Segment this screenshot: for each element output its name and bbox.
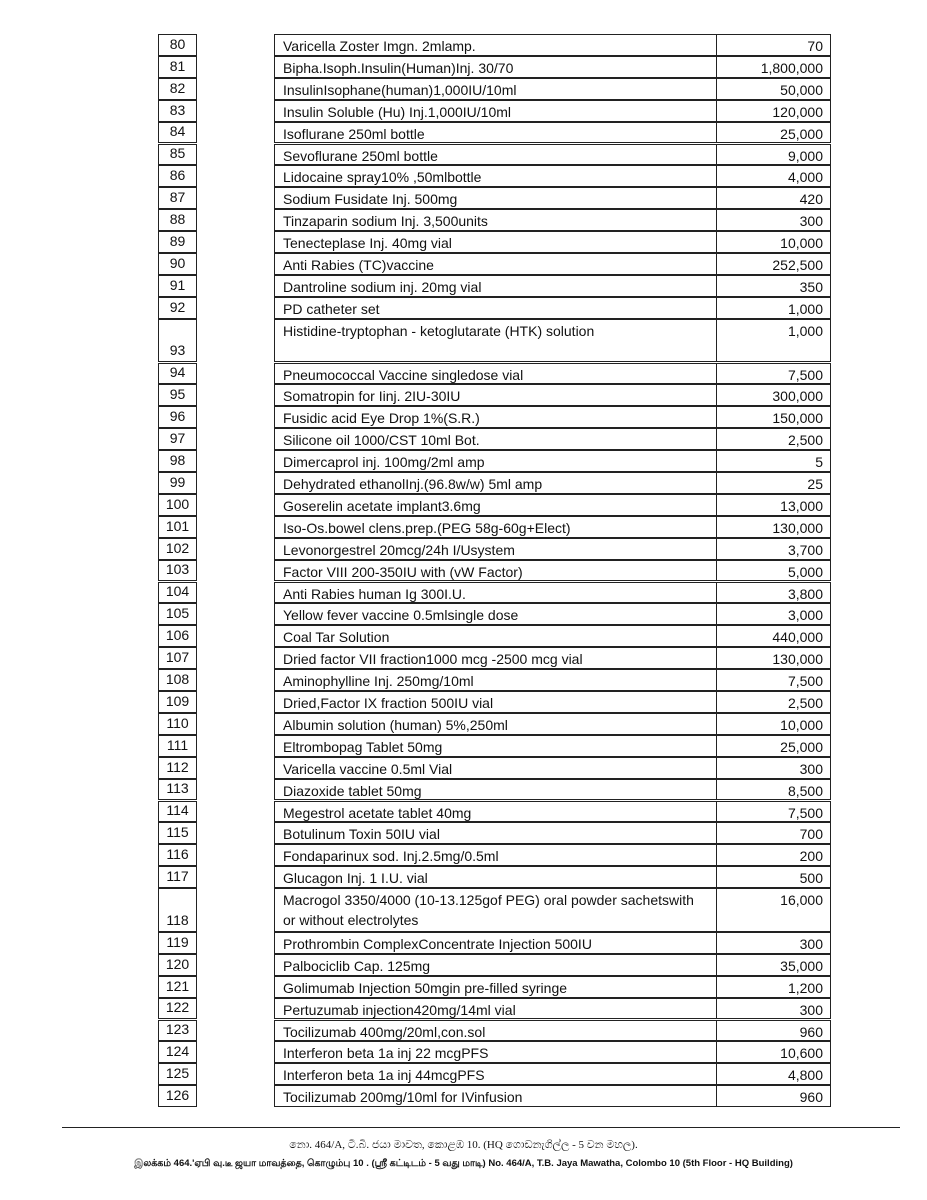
row-number: 90: [158, 253, 197, 275]
row-number: 81: [158, 56, 197, 78]
table-row: [0, 1041, 927, 1063]
item-quantity: 1,000: [716, 319, 831, 363]
item-description: Palbociclib Cap. 125mg: [274, 954, 717, 976]
item-description: Varicella vaccine 0.5ml Vial: [274, 757, 717, 779]
item-description: Fusidic acid Eye Drop 1%(S.R.): [274, 406, 717, 428]
item-description: Diazoxide tablet 50mg: [274, 779, 717, 801]
row-number: 111: [158, 735, 197, 757]
item-description: Dantroline sodium inj. 20mg vial: [274, 275, 717, 297]
item-quantity: 7,500: [716, 669, 831, 691]
row-number: 122: [158, 998, 197, 1020]
footer-divider: [62, 1127, 900, 1128]
table-row: [0, 1020, 927, 1042]
table-row: [0, 603, 927, 625]
table-row: [0, 122, 927, 144]
item-description: Tocilizumab 400mg/20ml,con.sol: [274, 1020, 717, 1042]
item-description: Anti Rabies (TC)vaccine: [274, 253, 717, 275]
item-quantity: 300: [716, 209, 831, 231]
table-row: [0, 450, 927, 472]
item-quantity: 4,000: [716, 165, 831, 187]
table-row: [0, 866, 927, 888]
item-quantity: 9,000: [716, 144, 831, 166]
item-description: Aminophylline Inj. 250mg/10ml: [274, 669, 717, 691]
row-number: 83: [158, 100, 197, 122]
item-description: Coal Tar Solution: [274, 625, 717, 647]
table-row: [0, 757, 927, 779]
table-row: [0, 1085, 927, 1107]
item-quantity: 4,800: [716, 1063, 831, 1085]
item-quantity: 3,700: [716, 538, 831, 560]
table-row: [0, 472, 927, 494]
item-quantity: 350: [716, 275, 831, 297]
item-quantity: 120,000: [716, 100, 831, 122]
item-quantity: 7,500: [716, 801, 831, 823]
footer-address-sinhala: නො. 464/A, ටී.බී. ජයා මාවත, කොළඹ 10. (HQ ගොඩනැගිල්ල - 5 වන මහල).: [289, 1139, 638, 1151]
item-description: Dried factor VII fraction1000 mcg -2500 mcg vial: [274, 647, 717, 669]
item-quantity: 10,000: [716, 231, 831, 253]
row-number: 82: [158, 78, 197, 100]
item-description: Varicella Zoster Imgn. 2mlamp.: [274, 34, 717, 56]
item-quantity: 300,000: [716, 384, 831, 406]
row-number: 88: [158, 209, 197, 231]
item-description: PD catheter set: [274, 297, 717, 319]
item-quantity: 10,000: [716, 713, 831, 735]
row-number: 97: [158, 428, 197, 450]
item-quantity: 440,000: [716, 625, 831, 647]
row-number: 115: [158, 822, 197, 844]
table-row: [0, 209, 927, 231]
table-row: [0, 801, 927, 823]
table-row: [0, 954, 927, 976]
table-row: [0, 165, 927, 187]
item-description: Dimercaprol inj. 100mg/2ml amp: [274, 450, 717, 472]
row-number: 80: [158, 34, 197, 56]
footer-address-tamil-english: இலக்கம் 464.'ஏபி வு.டீ ஜயா மாவத்தை, கொழும்பு 10 . (ஸ்ரீ கட்டிடம் - 5 வது மாடி) No. 464/A, T.B. Jaya Mawatha, Colombo 10 (5th Floor - HQ Building): [134, 1158, 793, 1169]
item-description: Iso-Os.bowel clens.prep.(PEG 58g-60g+Elect): [274, 516, 717, 538]
item-description: Histidine-tryptophan - ketoglutarate (HTK) solution: [274, 319, 717, 363]
table-row: [0, 78, 927, 100]
table-row: [0, 516, 927, 538]
row-number: 107: [158, 647, 197, 669]
item-quantity: 500: [716, 866, 831, 888]
item-quantity: 8,500: [716, 779, 831, 801]
table-row: [0, 691, 927, 713]
item-quantity: 300: [716, 932, 831, 954]
row-number: 120: [158, 954, 197, 976]
item-quantity: 960: [716, 1020, 831, 1042]
item-quantity: 150,000: [716, 406, 831, 428]
row-number: 95: [158, 384, 197, 406]
table-row: [0, 1063, 927, 1085]
row-number: 108: [158, 669, 197, 691]
table-row: [0, 275, 927, 297]
table-row: [0, 297, 927, 319]
table-row: [0, 647, 927, 669]
item-quantity: 960: [716, 1085, 831, 1107]
item-quantity: 130,000: [716, 647, 831, 669]
item-quantity: 2,500: [716, 428, 831, 450]
table-row: [0, 582, 927, 604]
table-row: [0, 384, 927, 406]
row-number: 89: [158, 231, 197, 253]
table-row: [0, 888, 927, 932]
row-number: 110: [158, 713, 197, 735]
item-quantity: 13,000: [716, 494, 831, 516]
table-row: [0, 976, 927, 998]
row-number: 106: [158, 625, 197, 647]
row-number: 123: [158, 1020, 197, 1042]
item-quantity: 130,000: [716, 516, 831, 538]
item-description: Fondaparinux sod. Inj.2.5mg/0.5ml: [274, 844, 717, 866]
item-description: Botulinum Toxin 50IU vial: [274, 822, 717, 844]
row-number: 86: [158, 165, 197, 187]
item-description: Pertuzumab injection420mg/14ml vial: [274, 998, 717, 1020]
row-number: 112: [158, 757, 197, 779]
item-description: Insulin Soluble (Hu) Inj.1,000IU/10ml: [274, 100, 717, 122]
row-number: 104: [158, 582, 197, 604]
row-number: 124: [158, 1041, 197, 1063]
item-quantity: 5: [716, 450, 831, 472]
item-description: Dried,Factor IX fraction 500IU vial: [274, 691, 717, 713]
item-quantity: 10,600: [716, 1041, 831, 1063]
item-quantity: 35,000: [716, 954, 831, 976]
item-description: Dehydrated ethanolInj.(96.8w/w) 5ml amp: [274, 472, 717, 494]
row-number: 91: [158, 275, 197, 297]
item-description: Interferon beta 1a inj 22 mcgPFS: [274, 1041, 717, 1063]
table-row: [0, 625, 927, 647]
table-row: [0, 822, 927, 844]
table-row: [0, 735, 927, 757]
table-row: [0, 100, 927, 122]
table-row: [0, 34, 927, 56]
item-description: Eltrombopag Tablet 50mg: [274, 735, 717, 757]
row-number: 92: [158, 297, 197, 319]
item-description: Lidocaine spray10% ,50mlbottle: [274, 165, 717, 187]
item-quantity: 3,800: [716, 582, 831, 604]
item-description: Interferon beta 1a inj 44mcgPFS: [274, 1063, 717, 1085]
item-quantity: 70: [716, 34, 831, 56]
row-number: 117: [158, 866, 197, 888]
row-number: 119: [158, 932, 197, 954]
item-quantity: 2,500: [716, 691, 831, 713]
item-description: Levonorgestrel 20mcg/24h I/Usystem: [274, 538, 717, 560]
row-number: 121: [158, 976, 197, 998]
table-row: [0, 998, 927, 1020]
item-description: Tinzaparin sodium Inj. 3,500units: [274, 209, 717, 231]
table-row: [0, 494, 927, 516]
item-description: Albumin solution (human) 5%,250ml: [274, 713, 717, 735]
item-description: Tocilizumab 200mg/10ml for IVinfusion: [274, 1085, 717, 1107]
table-row: [0, 231, 927, 253]
row-number: 96: [158, 406, 197, 428]
table-row: [0, 253, 927, 275]
row-number: 102: [158, 538, 197, 560]
row-number: 114: [158, 801, 197, 823]
table-row: [0, 669, 927, 691]
row-number: 125: [158, 1063, 197, 1085]
item-quantity: 200: [716, 844, 831, 866]
item-description: Sevoflurane 250ml bottle: [274, 144, 717, 166]
table-row: [0, 932, 927, 954]
item-quantity: 420: [716, 187, 831, 209]
item-description: Goserelin acetate implant3.6mg: [274, 494, 717, 516]
item-quantity: 700: [716, 822, 831, 844]
row-number: 85: [158, 144, 197, 166]
row-number: 94: [158, 363, 197, 385]
item-description: Isoflurane 250ml bottle: [274, 122, 717, 144]
item-description: Silicone oil 1000/CST 10ml Bot.: [274, 428, 717, 450]
row-number: 87: [158, 187, 197, 209]
item-quantity: 25,000: [716, 122, 831, 144]
table-row: [0, 560, 927, 582]
item-quantity: 7,500: [716, 363, 831, 385]
item-quantity: 300: [716, 998, 831, 1020]
row-number: 84: [158, 122, 197, 144]
item-description: Somatropin for Iinj. 2IU-30IU: [274, 384, 717, 406]
item-quantity: 16,000: [716, 888, 831, 932]
item-quantity: 1,000: [716, 297, 831, 319]
row-number: 126: [158, 1085, 197, 1107]
row-number: 105: [158, 603, 197, 625]
item-quantity: 1,200: [716, 976, 831, 998]
item-description: Tenecteplase Inj. 40mg vial: [274, 231, 717, 253]
item-description: Pneumococcal Vaccine singledose vial: [274, 363, 717, 385]
table-row: [0, 144, 927, 166]
table-row: [0, 187, 927, 209]
table-row: [0, 363, 927, 385]
item-quantity: 3,000: [716, 603, 831, 625]
row-number: 103: [158, 560, 197, 582]
item-description: Golimumab Injection 50mgin pre-filled syringe: [274, 976, 717, 998]
table-row: [0, 779, 927, 801]
item-quantity: 25,000: [716, 735, 831, 757]
row-number: 93: [158, 319, 197, 363]
item-description: Glucagon Inj. 1 I.U. vial: [274, 866, 717, 888]
item-description: Bipha.Isoph.Insulin(Human)Inj. 30/70: [274, 56, 717, 78]
row-number: 118: [158, 888, 197, 932]
table-row: [0, 406, 927, 428]
row-number: 98: [158, 450, 197, 472]
row-number: 109: [158, 691, 197, 713]
row-number: 100: [158, 494, 197, 516]
item-description: Yellow fever vaccine 0.5mlsingle dose: [274, 603, 717, 625]
row-number: 116: [158, 844, 197, 866]
table-row: [0, 713, 927, 735]
item-description: Factor VIII 200-350IU with (vW Factor): [274, 560, 717, 582]
item-description: Macrogol 3350/4000 (10-13.125gof PEG) oral powder sachetswith or without electrolytes: [274, 888, 717, 932]
item-description: Megestrol acetate tablet 40mg: [274, 801, 717, 823]
row-number: 113: [158, 779, 197, 801]
item-quantity: 252,500: [716, 253, 831, 275]
item-quantity: 5,000: [716, 560, 831, 582]
table-row: [0, 538, 927, 560]
item-description: InsulinIsophane(human)1,000IU/10ml: [274, 78, 717, 100]
table-row: [0, 319, 927, 363]
table-row: [0, 56, 927, 78]
table-row: [0, 844, 927, 866]
row-number: 101: [158, 516, 197, 538]
item-quantity: 50,000: [716, 78, 831, 100]
item-description: Prothrombin ComplexConcentrate Injection 500IU: [274, 932, 717, 954]
item-quantity: 25: [716, 472, 831, 494]
item-quantity: 300: [716, 757, 831, 779]
table-row: [0, 428, 927, 450]
item-quantity: 1,800,000: [716, 56, 831, 78]
item-description: Anti Rabies human Ig 300I.U.: [274, 582, 717, 604]
row-number: 99: [158, 472, 197, 494]
item-description: Sodium Fusidate Inj. 500mg: [274, 187, 717, 209]
